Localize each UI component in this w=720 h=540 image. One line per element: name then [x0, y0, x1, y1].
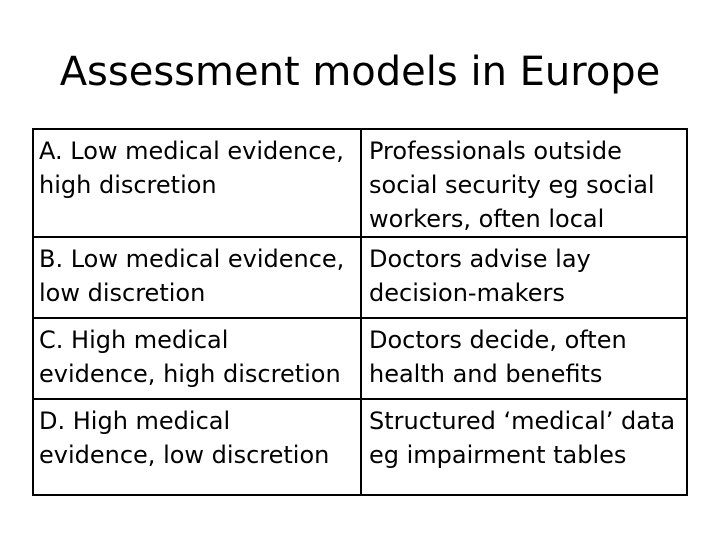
model-cell-c: C. High medical evidence, high discretion — [39, 326, 341, 388]
column-divider — [360, 130, 362, 494]
row-divider — [34, 317, 686, 319]
description-cell-c: Doctors decide, often health and benefits — [369, 326, 627, 388]
description-cell-a: Professionals outside social security eg social workers, often local — [369, 137, 655, 233]
description-cell-b: Doctors advise lay decision-makers — [369, 245, 591, 307]
assessment-models-table — [32, 128, 688, 496]
model-cell-b: B. Low medical evidence, low discretion — [39, 245, 345, 307]
description-cell-d: Structured ‘medical’ data eg impairment tables — [369, 407, 676, 469]
row-divider — [34, 398, 686, 400]
model-cell-d: D. High medical evidence, low discretion — [39, 407, 330, 469]
slide-title: Assessment models in Europe — [59, 49, 661, 95]
model-cell-a: A. Low medical evidence, high discretion — [39, 137, 344, 199]
row-divider — [34, 236, 686, 238]
